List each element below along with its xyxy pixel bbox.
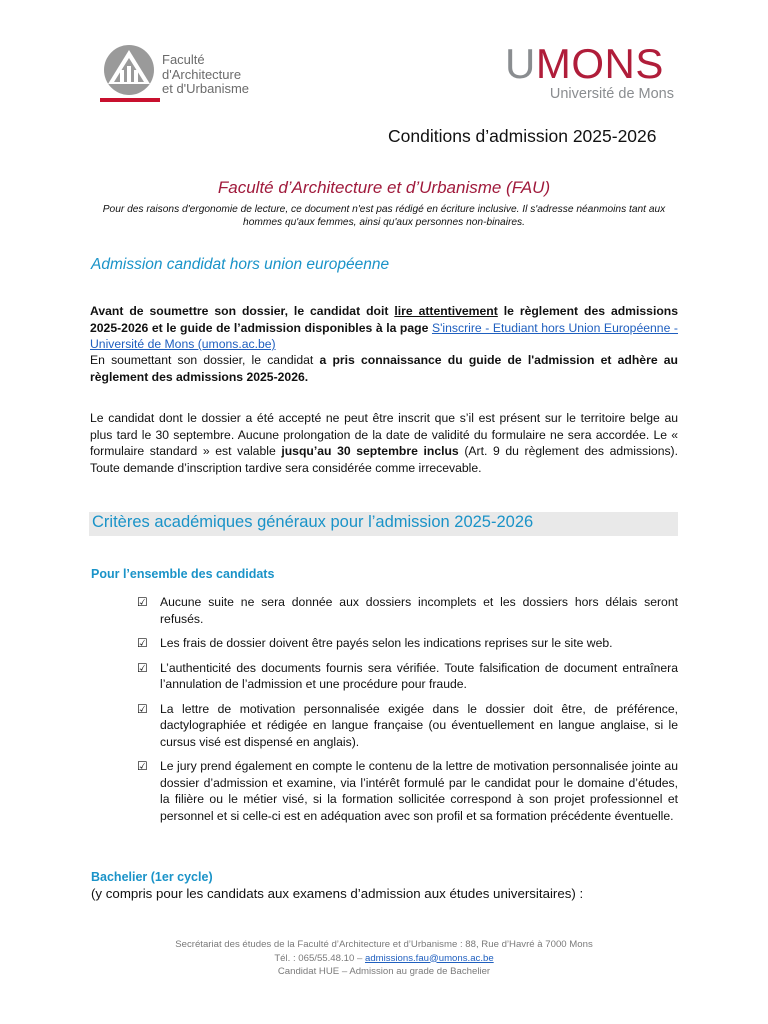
page-footer (0, 938, 768, 979)
list-item-text: Les frais de dossier doivent être payés selon les indications reprises sur le site web. (160, 636, 613, 650)
criteria-list (137, 594, 678, 832)
list-item (137, 701, 678, 751)
list-item-text: Aucune suite ne sera donnée aux dossiers incomplets et les dossiers hors délais seront refusés. (160, 595, 678, 626)
umons-logo (505, 42, 680, 104)
checkbox-checked-icon: ☑ (137, 595, 148, 609)
subheading-bachelor: Bachelier (1er cycle) (91, 870, 213, 884)
inclusive-writing-note: Pour des raisons d'ergonomie de lecture, ce document n'est pas rédigé en écriture inclusive. Il s'adresse néanmoins tant aux hommes qu'aux femmes, ainsi qu'aux personnes non-binaires. (102, 204, 666, 228)
list-item-text: Le jury prend également en compte le contenu de la lettre de motivation personnalisée jointe au dossier d’admission et examine, via l’intérêt formulé par le candidat pour le domaine d’études, la filière ou le métier visé, si la formation sollicitée correspond à son projet professionnel et personnel et si celle-ci est en adéquation avec son profil et sa formation précédente éventuelle. (160, 759, 678, 823)
checkbox-checked-icon: ☑ (137, 701, 148, 716)
paragraph-acknowledgement (90, 352, 678, 385)
p1-underlined: lire attentivement (394, 304, 498, 318)
paragraph-read-rules (90, 303, 678, 353)
footer-phone: Tél. : 065/55.48.10 – (274, 952, 365, 964)
bachelor-note: (y compris pour les candidats aux examens d’admission aux études universitaires) : (91, 886, 584, 901)
list-item (137, 660, 678, 693)
list-item (137, 758, 678, 824)
checkbox-checked-icon: ☑ (137, 660, 148, 675)
fau-logo-text (162, 53, 249, 97)
p1-bold-b: le règlement des admissions 2025-2026 et le guide de l’admission disponibles à la page (90, 304, 679, 335)
faculty-title: Faculté d’Architecture et d’Urbanisme (FAU) (217, 178, 551, 197)
paragraph-deadline (90, 410, 678, 476)
p3-text-a: Le candidat dont le dossier a été accepté ne peut être inscrit que s’il est présent sur le territoire belge au plus tard le 30 septembre. Aucune prolongation de la date de validité du formulaire ne sera accordée. Le « formulaire standard » est valable (90, 411, 678, 458)
p3-text-b: (Art. 9 du règlement des admissions). Toute demande d’inscription tardive sera considérée comme irrecevable. (90, 444, 679, 475)
subheading-all-candidates: Pour l’ensemble des candidats (91, 567, 275, 581)
umons-wordmark-mons: MONS (535, 40, 664, 87)
list-item (137, 635, 678, 652)
fau-logo-line: et d'Urbanisme (162, 81, 250, 96)
umons-wordmark-u: U (505, 40, 536, 87)
footer-email-link[interactable]: admissions.fau@umons.ac.be (365, 952, 494, 964)
document-title: Conditions d’admission 2025-2026 (388, 126, 657, 146)
footer-address: Secrétariat des études de la Faculté d’Architecture et d’Urbanisme : 88, Rue d’Havré à 7000 Mons (175, 939, 593, 950)
fau-emblem-icon (100, 44, 158, 96)
list-item-text: La lettre de motivation personnalisée exigée dans le dossier doit être, de préférence, dactylographiée et rédigée en langue française (ou éventuellement en langue anglaise, si le cursus visé est dispensé en anglais). (160, 701, 678, 749)
fau-logo-line: Faculté (162, 52, 205, 67)
admission-page-link[interactable]: S'inscrire - Etudiant hors Union Européenne - Université de Mons (umons.ac.be) (90, 320, 678, 351)
checkbox-checked-icon: ☑ (137, 759, 148, 773)
p2-bold: a pris connaissance du guide de l'admission et adhère au règlement des admissions 2025-2026. (90, 353, 679, 384)
umons-wordmark (505, 42, 680, 86)
list-item (137, 594, 678, 627)
list-item-text: L’authenticité des documents fournis sera vérifiée. Toute falsification de document entraînera l’annulation de l’admission et une procédure pour fraude. (160, 660, 678, 691)
p2-normal: En soumettant son dossier, le candidat (90, 353, 320, 367)
umons-subtitle: Université de Mons (549, 86, 674, 102)
footer-doc-label: Candidat HUE – Admission au grade de Bachelier (277, 966, 491, 977)
footer-contact (0, 952, 768, 966)
fau-logo-line: d'Architecture (162, 66, 242, 82)
section-title-hue: Admission candidat hors union européenne (91, 256, 390, 273)
fau-logo (100, 44, 270, 110)
checkbox-checked-icon: ☑ (137, 636, 148, 650)
p3-bold: jusqu’au 30 septembre inclus (281, 444, 459, 458)
section-title-criteria: Critères académiques généraux pour l’admission 2025-2026 (92, 513, 534, 531)
fau-logo-bar (100, 98, 160, 102)
p1-bold-a: Avant de soumettre son dossier, le candidat doit (90, 304, 395, 318)
